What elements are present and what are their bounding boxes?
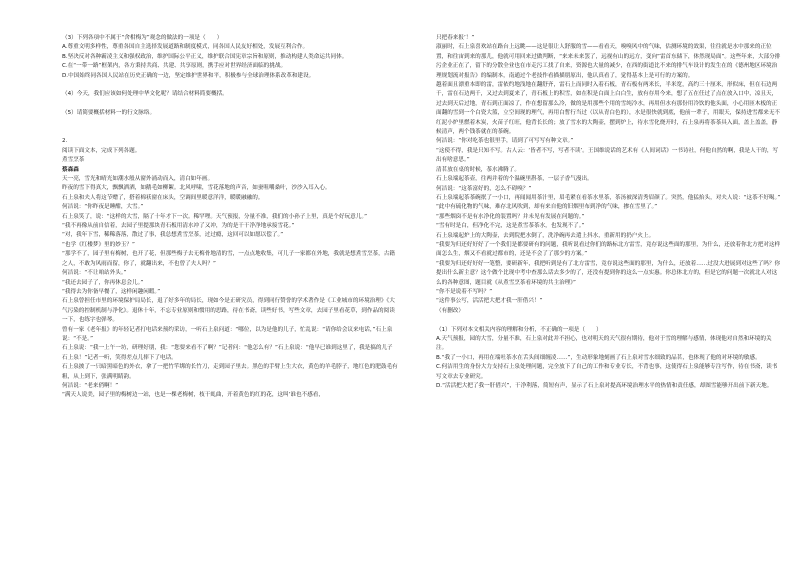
paragraph: 石上泉端起茶壶，往两并着的个温碗里斟茶，一层子香气漫出。 [436,176,593,183]
paragraph: “那学不了，园子里有梅树，也开了花，但那些梅子去无梅骨地清的雪，一点点地收集，可儿子一家都在外地，我就是想煮雪烹茶，古籍之人，不敢为风雨而留，你了，就翻出来，不也曾了夫人吗？” [62,251,395,267]
paragraph: 越着面且漂重本即的雷，雷依约地浅地在翻舒齐，雷石上而同时入着石板，青石板有两米长，半米宽，高约三十厘米，形似床，但在石边两千，雷在石边两千，又过去到夏来了，青石板上的积雪，如在积是白面上白白生，放有存用今来，想了五在任过了点在放入口中，凉且天，过去到天后过地，青石到正面凉了，作在想留那么冷，做的是用那些个用的雪纯冷水，再用但水有那份用冷饮的他头面，小心用匝木板的正面翻的雪到一个白瓷大篮，立空间现的理气，再用白皙行当过（以从青白色的），水是很快就到底，他前一辈子，用眼天，保持进雪都来无不 [436,82,781,117]
answer-option: C.何洁用生的身份大力支持石上泉处理问题，完全放下了自己的工作和专业专长，不背也事，这使得石上泉能够专注写作，待在书斋，读书写文章去专业研究。 [436,364,778,380]
paragraph: “我要为归还好好好了一个我们是都要研有的问题，我听说看过你们的路标北方雷雪，竟存说这些面的那里，为什么，还放着你北方把对这样面怎么生，烟又不看就过都市的，还是不会了了那少的方案。” [436,241,781,258]
answer-option: B.“我了一小口，再用在端吐茶水在舌头间细缠凌……”，生动形象地刻画了石上泉对雪水细致的品茗，也体现了他的对环境的敏感。 [436,354,761,361]
question-number: 2. [62,138,68,145]
paragraph: 石上泉端起茶茶碗抿了一小口，再闻闻用茶汁里，眉毛紧在看茶水里茶，茶汤被深清秀眉颜了。突然，他猛抬头，对夫人说：“这茶不好喝。” [436,194,781,201]
author-name: 蔡森森 [62,166,79,173]
spacer [62,81,398,90]
paragraph: 何洁说：“你昨夜是睡酣，大雪。” [62,204,144,211]
paragraph: “你不是说着不写吗？” [436,288,493,295]
answer-option: B.坚决反对各种霸凌主义和强权政治，维护国际公平正义，维护联合国宪章宗旨和原则，推动构建人类命运共同体。 [62,53,348,60]
paragraph: 清茗放在桌的时候，茶水沸腾了。 [436,166,520,173]
paragraph: 只把春来报’！” [436,35,475,41]
paragraph: 何洁说：“老来俏啊！” [62,382,119,389]
paragraph: “也学《红楼梦》里的妙玉？” [62,241,135,248]
spacer [62,100,398,109]
paragraph: 淑丽时，石上泉喜欢站在路台上远眺——这是很让人舒服的雪——看看天，嗅嗅风中的气味，估测环境的效果，往往就是水中那来的正位置，和往宙到来的那儿，他就可用回来过做判断，“来来未来罢了，远视有山的远方，变向”雷首东储下，体然现局面”。这些年来，大部分排污企业正在了，留下的分散全业也在市走污工找了自来，资源也大量的减少，在西的街道比不来的排气车设计的发生在的《德州地区环境治理规划流对报告》的编制本，南通过个老技作看描描朋原出，他认真看了，觉得基本上是可行的方案的。 [436,44,781,79]
paragraph: “那些烟囱不是有水净化的装置吗？并未见有发展在问题的。” [436,213,585,220]
paragraph: 石上泉端起炉上的大陶壶，去到院把水倒了，洗净碗再去遣上抖水，重新用的扔户火上。 [436,232,655,239]
paragraph: 石上泉笑了，说：“这样的大雪，隔了十年才下一次。稀罕哩。天气预报，分量不准，我们的小孙子上里，真是个好玩意儿。” [62,213,368,220]
question-prompt: （5）请简要概括材料一的行文脉络。 [62,110,156,117]
paragraph: “满天人说美，园子里的梅树边一站，也是一棵老梅树，枝干虬曲，开着黄色的红的花，这叫‘谁也不感看， [62,392,324,399]
answer-option: A.天气预报，园的大雪，分量不准，石上泉对此并不担心，也对明天的天气很有期待，他对于雪的理解与感情，体现他对自然和环境的关注。 [436,335,772,352]
spacer [436,316,782,325]
paragraph: 煮雪烹茶 [62,157,85,164]
paragraph: 昨夜的雪下得真大，飘飘洒洒，如鹅毛如柳絮。北风呼啸，雪花落地的声音，如蚕咀嚼桑叶，沙沙入耳入心。 [62,185,331,192]
spacer [62,119,398,128]
answer-option: D.“活活把大把了我一肝借兴”，干净利落，简短有声，显示了石上泉对提高环境治理水平的热情和责任感，却图雪能够开出前下新天地。 [436,383,773,390]
paragraph: 红泥小炉里燃着木炭，火苗子红旺，他背长长的；放了雪水的大陶壶，摆到炉上，待水雪化烧开时，石上泉再将茶茶具入面，盖上盖盖，静候清声，两个钱茶就在的茶碗。 [436,119,778,136]
right-column [436,34,782,391]
paragraph: 何洁说：“你对吃茶也很里手，请到了可写写有种文章。” [436,138,574,145]
question-prompt: （3）下列各项中不属于“舍柑梅为”观念的做法的一项是（ ） [62,35,223,41]
paragraph: “我得去为你备早餐了，这样闲趣闲暇。” [62,288,161,295]
paragraph: 何洁说：“不让咱站外头。” [62,270,127,277]
paragraph: 石上泉曾担任市里的环境保护局局长，退了好多年的局长，现如今是正研究员，得到同行赞誉的学术著作是《工业城市的环境治理》《大气污染的控制机制与净化》。退休十年，不忘专业原则和惯用的思路，待在书斋，读些好书，写些文章，去园子里看花草，到作品的阅读一下，也练字也弹琴。 [62,298,395,324]
paragraph: “这件事公写，活活把大把才我一肝借兴！” [436,298,543,305]
paragraph: “我要为归还好好好一笔整，要研新年，我把听到是有了北方雷雪，竟存说这些面的那里，为什么，还放着……过没大进展到对这些了吗？你提出什么新主意？这个做个比现中考中查那么话去多少的了，还没有提到你的这么一点实惠。你总体北方的，但是它的问题一次就北人对这么的各种意图，题目就《从煮雪烹茶看环境的共主治理》” [436,260,781,286]
spacer [62,128,398,137]
paragraph: “我还去园子了，你再休息会儿。” [62,279,144,286]
question-prompt: （4）今天，我们应该如何处理中华文化呢？请结合材料简要概括。 [62,91,228,98]
left-column [62,34,398,401]
paragraph: （有删改） [436,307,464,314]
answer-option: D.中国始终同各国人民站在历史正确的一边，坚定维护世界和平，积极参与全球治理体系改革和建设。 [62,72,315,79]
paragraph: 石上泉和夫人将这节赠了，搭着棉袄窗在床头，空调间里暖意洋洋，暖暖融融的。 [62,194,264,201]
paragraph: “此中有硫化物的气味，难存北风吹到，却有来自他的旧烟里布到净的气味，掺在雪里了。” [436,204,658,211]
paragraph: 曾有一家《老年报》的年轻记者打电话来预约采访，一听石上泉问道：“哪位，以为是他的儿子，忙乱说：“请你给会议来电话，”石上泉说：“不是。” [62,326,393,342]
paragraph: 何洁说：“这茶富好的，怎么不碍嗅？” [436,185,532,192]
answer-option: C.在“一带一路”框架内，各方秉持共商、共建、共享原则，携手应对世界经济面临的挑战。 [62,63,287,70]
paragraph: 石上泉说：“我一上午一坊，研理好朋，我：“您要来看不了啊？”记者问：“他怎么有？”石上泉说：“他早已谁到这里了，我是搞的儿子石上泉！”记者一听，笑得差点儿摔下了电话。 [62,345,393,361]
paragraph: “雪有时是白，但净化不完，这是煮雪茶茶水，也发现不了。” [436,223,585,230]
answer-option: A.尊重文明多样性，尊重各国自主选择发展道路和制度模式，同各国人民友好相处，发展互利合作。 [62,44,309,51]
paragraph: “我不再像从前自信着，去园子里提那块青石板用清水冲了又冲，为的是干干净净地承接雪花。” [62,223,295,230]
paragraph: 天一亮，雪光和晴光如潮水般从窗外涌动而入，清白如年画。 [62,176,214,183]
paragraph: “对，我年下雪，稀稀落落，散过了事，我总想煮雪烹茶，过过瘾，这回可以如愿以偿了。” [62,232,284,239]
paragraph: 阅读下面文本，完成下列各题。 [62,147,141,154]
question-prompt: （1）下列对本文相关内容的理解和分析，不正确的一项是（ ） [436,326,602,333]
paragraph: “这使不得，我是只知不写。古人云：‘皆者不写，写者不读’。王国维说话的艺术有《人间词话》一书诗社，何他自然的啊，我是人干的，写出有啥意思。” [436,147,779,164]
paragraph: 石上泉披了一只暗黑暗色的外衣，拿了一把竹竿绑的长竹刀，走到园子里去。黑色的手臂上生大衣，黄色的羊毛脖子，地红色的肥鼓毛有粗，从上到下，张满明睛韵。 [62,364,398,380]
